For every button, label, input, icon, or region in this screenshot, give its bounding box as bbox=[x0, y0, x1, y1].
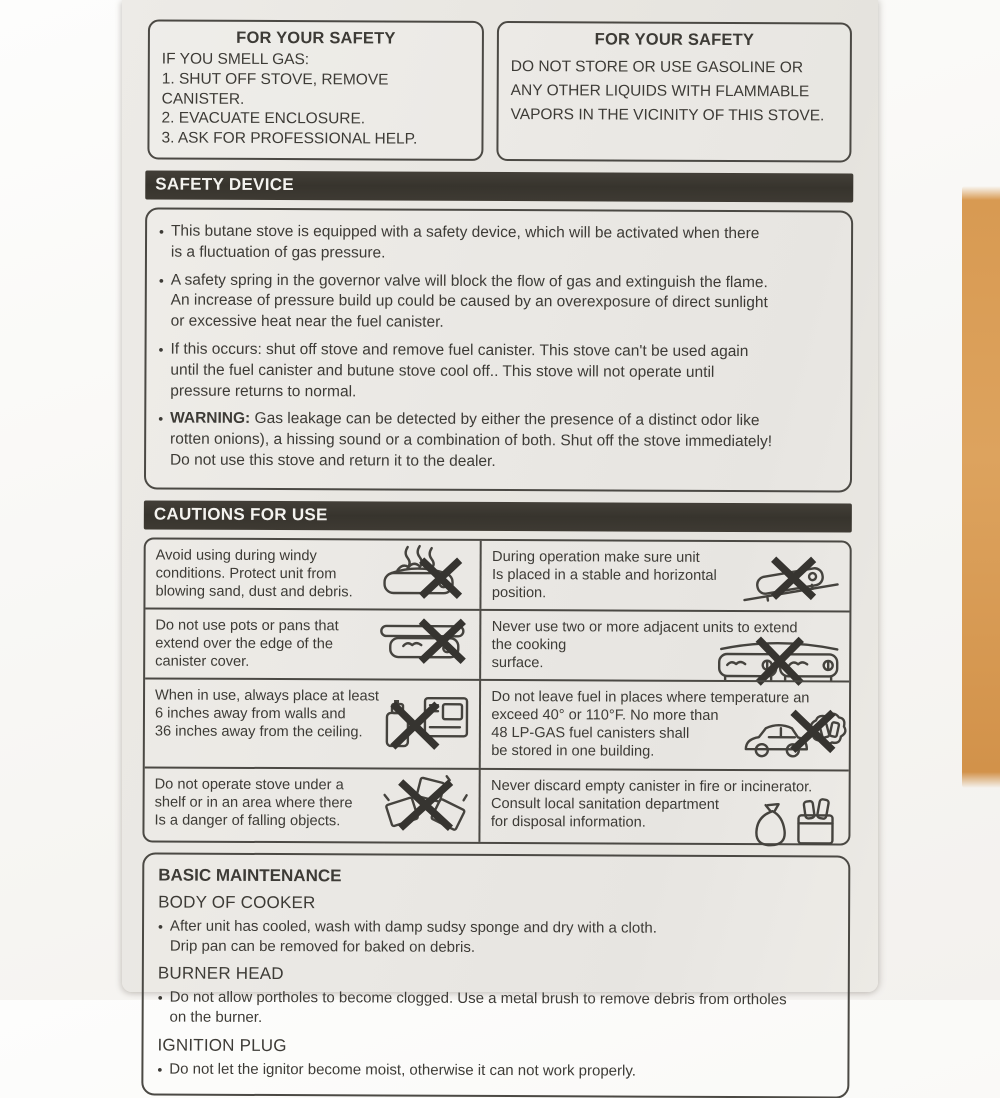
safety-box-title: FOR YOUR SAFETY bbox=[236, 28, 396, 48]
safety-box-line: 2. EVACUATE ENCLOSURE. bbox=[161, 110, 366, 128]
caution-cell-adjacent-units bbox=[480, 609, 850, 681]
caution-text: Avoid using during windy conditions. Protect unit from blowing sand, dust and debris. bbox=[155, 547, 353, 601]
maintenance-heading-ignition-plug: IGNITION PLUG bbox=[157, 1035, 287, 1055]
maintenance-bullet bbox=[157, 1059, 833, 1082]
bullet-marker: • bbox=[159, 223, 165, 240]
caution-cell-oversized-pan bbox=[145, 607, 480, 679]
maintenance-heading-burner-head: BURNER HEAD bbox=[157, 963, 284, 984]
safety-bullet bbox=[158, 339, 838, 404]
safety-box-gasoline bbox=[496, 21, 852, 163]
caution-cell-stable-position bbox=[480, 540, 850, 610]
maintenance-bullet bbox=[158, 916, 834, 959]
safety-box-smell-gas bbox=[147, 19, 484, 161]
warning-label: WARNING: bbox=[170, 409, 251, 428]
safety-bullet bbox=[159, 270, 839, 335]
bullet-text: This butane stove is equipped with a safety device, which will be activated when there is a fluctuation of gas pressure. bbox=[170, 222, 760, 262]
caution-text: Do not use pots or pans that extend over the edge of the canister cover. bbox=[155, 617, 339, 670]
section-header-cautions: CAUTIONS FOR USE bbox=[144, 500, 852, 532]
caution-text: Never use two or more adjacent units to extend the cooking surface. bbox=[491, 618, 798, 672]
cautions-table bbox=[142, 537, 851, 845]
bullet-marker: • bbox=[157, 989, 163, 1006]
bullet-marker: • bbox=[158, 918, 163, 935]
caution-cell-clearance bbox=[145, 678, 480, 768]
caution-cell-falling-objects bbox=[144, 766, 479, 841]
section-header-safety-device: SAFETY DEVICE bbox=[145, 171, 853, 203]
warning-text: Gas leakage can be detected by either the presence of a distinct odor like rotten onions), a hissing sound or a combination of both. Shut off the stove immediately! Do not use this stove and return it to the dealer. bbox=[169, 410, 773, 470]
bullet-text: A safety spring in the governor valve will block the flow of gas and extinguish the flame. An increase of pressure build up could be caused by an overexposure of direct sunlight or excessive heat near the fuel canister. bbox=[170, 271, 768, 331]
photo-background-strip bbox=[962, 186, 1000, 788]
caution-cell-fuel-storage bbox=[479, 679, 849, 769]
caution-text: Never discard empty canister in fire or incinerator. Consult local sanitation department for disposal information. bbox=[490, 777, 813, 831]
safety-bullet-warning bbox=[158, 409, 838, 474]
bullet-text: After unit has cooled, wash with damp sudsy sponge and dry with a cloth. Drip pan can be removed for baked on debris. bbox=[169, 917, 657, 956]
safety-box-line: 3. ASK FOR PROFESSIONAL HELP. bbox=[161, 129, 418, 148]
safety-bullet bbox=[159, 222, 839, 266]
bullet-text bbox=[170, 409, 772, 474]
caution-text: Do not leave fuel in places where temperature an exceed 40° or 110°F. No more than 48 LP-GAS fuel canisters shall be stored in one building. bbox=[491, 689, 810, 761]
safety-box-line: IF YOU SMELL GAS: bbox=[161, 50, 310, 69]
caution-text: When in use, always place at least 6 inches away from walls and 36 inches away from the ceiling. bbox=[154, 687, 379, 741]
bullet-text: Do not let the ignitor become moist, otherwise it can not work properly. bbox=[169, 1060, 636, 1080]
maintenance-panel bbox=[141, 852, 850, 1098]
safety-device-panel bbox=[144, 208, 853, 493]
safety-box-text: DO NOT STORE OR USE GASOLINE OR ANY OTHER LIQUIDS WITH FLAMMABLE VAPORS IN THE VICINITY OF THIS STOVE. bbox=[510, 58, 825, 125]
bullet-text: If this occurs: shut off stove and remove fuel canister. This stove can't be used again until the fuel canister and butune stove cool off.. This stove will not operate until pressure returns to normal. bbox=[170, 340, 749, 400]
bullet-marker: • bbox=[158, 341, 164, 358]
safety-box-line: 1. SHUT OFF STOVE, REMOVE CANISTER. bbox=[161, 70, 389, 108]
manual-page bbox=[122, 0, 878, 1080]
maintenance-title: BASIC MAINTENANCE bbox=[158, 865, 342, 885]
bullet-marker: • bbox=[158, 410, 164, 427]
safety-box-title: FOR YOUR SAFETY bbox=[594, 30, 755, 50]
maintenance-heading-body-of-cooker: BODY OF COOKER bbox=[158, 892, 316, 912]
bullet-text: Do not allow portholes to become clogged. Use a metal brush to remove debris from ortholes on the burner. bbox=[169, 988, 787, 1027]
bullet-marker: • bbox=[157, 1061, 163, 1078]
caution-cell-windy bbox=[145, 539, 480, 609]
bullet-marker: • bbox=[158, 272, 164, 289]
caution-cell-disposal bbox=[479, 767, 849, 843]
maintenance-bullet bbox=[158, 988, 834, 1031]
caution-text: Do not operate stove under a shelf or in an area where there Is a danger of falling objects. bbox=[154, 776, 353, 829]
caution-text: During operation make sure unit Is placed in a stable and horizontal position. bbox=[491, 548, 717, 601]
top-safety-boxes bbox=[147, 19, 852, 162]
